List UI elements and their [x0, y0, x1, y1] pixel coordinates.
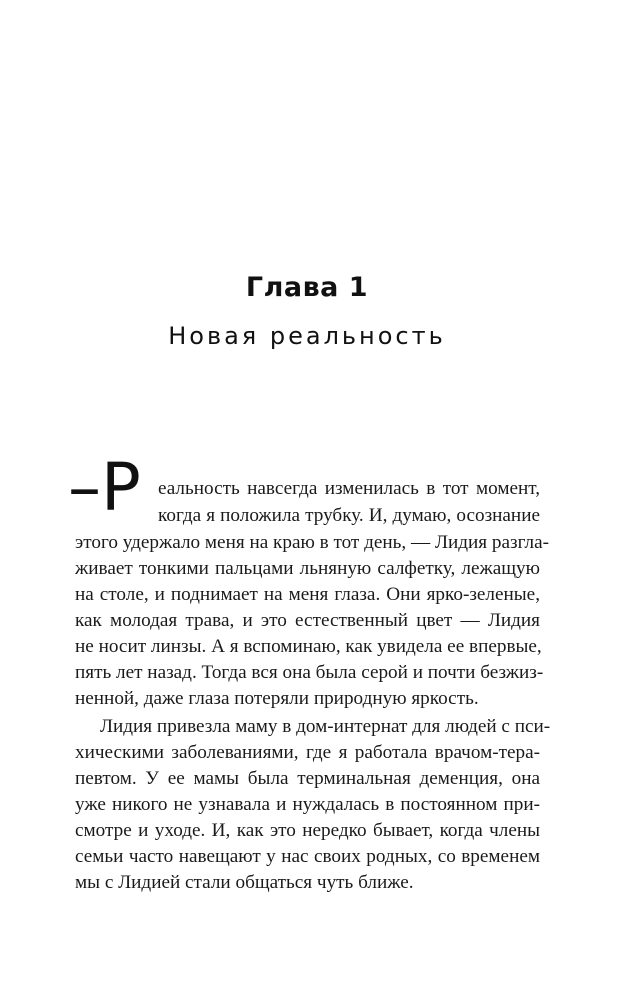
- text-line: не носит линзы. А я вспоминаю, как увидела ее впервые,: [75, 636, 542, 657]
- text-line: уже никого не узнавала и нуждалась в постоянном при-: [75, 794, 540, 815]
- text-line: как молодая трава, и это естественный цвет — Лидия: [75, 610, 540, 631]
- text-line: хическими заболеваниями, где я работала врачом-тера-: [75, 742, 540, 763]
- text-line: певтом. У ее мамы была терминальная деменция, она: [75, 768, 540, 789]
- text-line: ненной, даже глаза потеряли природную яркость.: [75, 688, 479, 709]
- text-line: семьи часто навещают у нас своих родных, со временем: [75, 846, 540, 867]
- text-line: живает тонкими пальцами льняную салфетку, лежащую: [75, 558, 540, 579]
- chapter-number: Глава 1: [245, 272, 369, 303]
- text-line: на столе, и поднимает на меня глаза. Они ярко-зеленые,: [75, 584, 540, 605]
- text-line: когда я положила трубку. И, думаю, осознание: [158, 505, 540, 526]
- text-line: этого удержало меня на краю в тот день, — Лидия разгла-: [75, 532, 549, 553]
- drop-cap: –Р: [68, 449, 141, 526]
- text-line: смотре и уходе. И, как это нередко бывает, когда члены: [75, 820, 540, 841]
- text-line: пять лет назад. Тогда вся она была серой и почти безжиз-: [75, 662, 544, 683]
- text-line: мы с Лидией стали общаться чуть ближе.: [75, 872, 414, 893]
- text-line: еальность навсегда изменилась в тот момент,: [158, 478, 540, 499]
- chapter-title: Новая реальность: [168, 322, 446, 350]
- text-line: Лидия привезла маму в дом-интернат для людей с пси-: [100, 716, 551, 737]
